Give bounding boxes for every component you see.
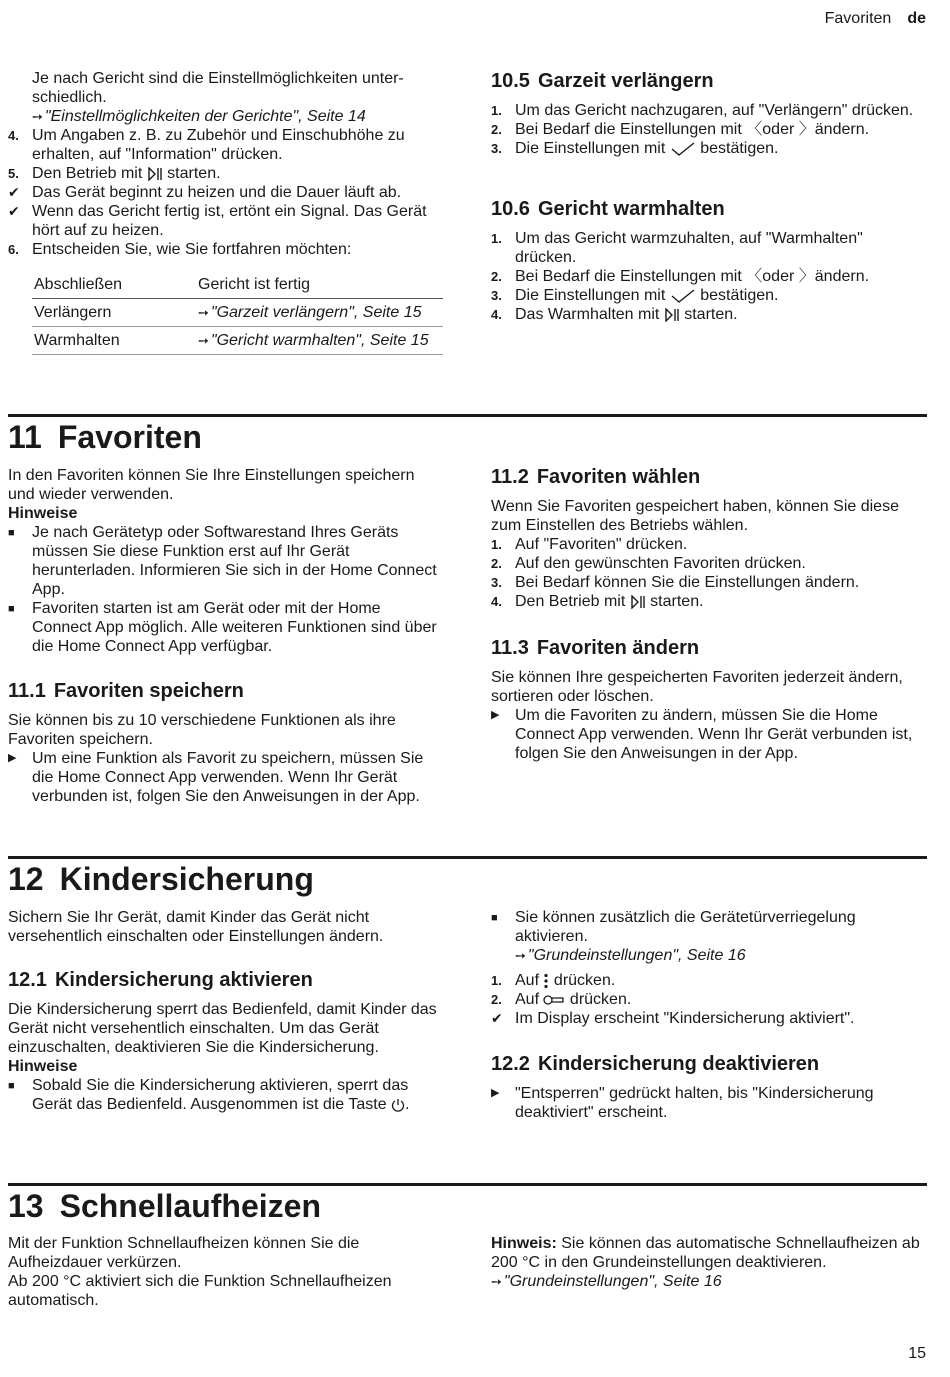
section-11-body (8, 466, 444, 656)
table-row (32, 327, 443, 355)
arrow-icon: ➙ (32, 109, 43, 124)
list-item (491, 101, 927, 120)
section-intro: In den Favoriten können Sie Ihre Einstellungen speichern und wieder verwenden. (8, 467, 415, 503)
step-text: starten. (650, 593, 704, 610)
section-11-3 (491, 636, 927, 763)
section-10-6 (491, 197, 927, 324)
section-divider (8, 1183, 927, 1186)
step-mark: 2. (491, 992, 502, 1007)
hinweise-label: Hinweise (8, 1058, 78, 1075)
table-row (32, 299, 443, 327)
table-cell-label: Verlängern (34, 304, 112, 321)
bullet-icon: ■ (8, 1080, 15, 1092)
section-number: 10.5 (491, 70, 530, 92)
step-text: bestätigen. (700, 287, 779, 304)
step-mark: 4. (8, 128, 19, 143)
intro-block (8, 69, 444, 259)
note-text: Sie können zusätzlich die Gerätetürverriegelung aktivieren. (515, 909, 856, 945)
table-header-cell: Gericht ist fertig (196, 271, 443, 299)
step-mark: 5. (8, 166, 19, 181)
page-header (825, 10, 926, 28)
section-title: Favoriten ändern (536, 637, 700, 659)
step-text: drücken. (569, 991, 632, 1008)
note-item (8, 599, 444, 656)
step-text: Im Display erscheint "Kindersicherung aktiviert". (515, 1010, 855, 1027)
action-text: Um die Favoriten zu ändern, müssen Sie die Home Connect App verwenden. Wenn Ihr Gerät verbunden ist, folgen Sie den Anweisungen in der App. (515, 707, 913, 762)
step-text: Bei Bedarf die Einstellungen mit (515, 268, 742, 285)
step-text: Den Betrieb mit (32, 165, 143, 182)
options-table (32, 271, 443, 355)
start-pause-icon (147, 167, 163, 181)
arrow-icon: ➙ (491, 1274, 502, 1289)
step-text: ändern. (814, 268, 870, 285)
section-13-note (491, 1234, 927, 1291)
section-text: Sie können bis zu 10 verschiedene Funktionen als ihre Favoriten speichern. (8, 712, 396, 748)
step-text: Bei Bedarf können Sie die Einstellungen ändern. (515, 574, 860, 591)
check-icon: ✔ (491, 1010, 503, 1026)
step-mark: 4. (491, 307, 502, 322)
step-text: oder (762, 268, 795, 285)
section-12-body (8, 908, 444, 946)
chevron-right-icon: 〉 (798, 268, 815, 285)
list-item (491, 286, 927, 305)
bullet-icon: ■ (8, 527, 15, 539)
step-text: starten. (167, 165, 221, 182)
bullet-icon: ■ (8, 603, 15, 615)
arrow-icon: ➙ (198, 305, 209, 320)
step-mark: 3. (491, 288, 502, 303)
step-mark: 2. (491, 269, 502, 284)
intro-step-5 (8, 164, 444, 183)
hinweise-label: Hinweise (8, 505, 78, 522)
step-text: Um Angaben z. B. zu Zubehör und Einschubhöhe zu erhalten, auf "Information" drücken. (32, 127, 405, 163)
section-heading (491, 197, 927, 221)
chapter-heading-11 (8, 419, 202, 455)
step-mark: 4. (491, 594, 502, 609)
list-item (491, 971, 927, 990)
step-text: Auf "Favoriten" drücken. (515, 536, 688, 553)
chapter-title: Schnellaufheizen (59, 1188, 321, 1224)
table-cell-ref[interactable] (196, 327, 443, 355)
step-text: Um das Gericht nachzugaren, auf "Verlängern" drücken. (515, 102, 914, 119)
section-heading (491, 69, 927, 93)
step-text: starten. (684, 306, 738, 323)
intro-line-2: schiedlich. (32, 89, 107, 106)
power-icon (391, 1098, 405, 1112)
step-text: drücken. (553, 972, 616, 989)
intro-step-6 (8, 240, 444, 259)
section-number: 12.1 (8, 969, 47, 991)
section-12-2 (491, 1052, 927, 1122)
section-11-2 (491, 465, 927, 611)
intro-ref-text: "Einstellmöglichkeiten der Gerichte", Seite 14 (44, 108, 366, 125)
chapter-number: 13 (8, 1188, 44, 1224)
chevron-right-icon: 〉 (798, 121, 815, 138)
section-13-body (8, 1234, 444, 1310)
check-icon: ✔ (8, 203, 20, 219)
section-title: Kindersicherung deaktivieren (537, 1053, 820, 1075)
ref-text: "Gericht warmhalten", Seite 15 (210, 332, 429, 349)
hinweis-label: Hinweis: (491, 1235, 557, 1252)
list-item (491, 592, 927, 611)
section-heading (491, 465, 927, 489)
section-title: Gericht warmhalten (537, 198, 725, 220)
step-text: Bei Bedarf die Einstellungen mit (515, 121, 742, 138)
section-number: 12.2 (491, 1053, 530, 1075)
arrow-icon: ➙ (198, 333, 209, 348)
section-12-1 (8, 968, 444, 1114)
step-mark: 1. (491, 231, 502, 246)
list-item (491, 267, 927, 286)
section-number: 10.6 (491, 198, 530, 220)
chapter-title: Kindersicherung (59, 861, 314, 897)
section-number: 11.3 (491, 637, 529, 659)
step-text: Auf (515, 972, 540, 989)
section-title: Favoriten speichern (53, 680, 244, 702)
list-item (491, 305, 927, 324)
ref-text: "Grundeinstellungen", Seite 16 (503, 1273, 722, 1290)
step-text: oder (762, 121, 795, 138)
ref-text: "Grundeinstellungen", Seite 16 (527, 947, 746, 964)
section-title: Favoriten wählen (536, 466, 701, 488)
action-text: Um eine Funktion als Favorit zu speichern, müssen Sie die Home Connect App verwenden. Wenn Ihr Gerät verbunden ist, folgen Sie den Anweisungen in der App. (32, 750, 424, 805)
table-cell-ref[interactable] (196, 299, 443, 327)
step-text: Entscheiden Sie, wie Sie fortfahren möchten: (32, 241, 352, 258)
table-header-row (32, 271, 443, 299)
list-item (491, 554, 927, 573)
table-header-cell: Abschließen (32, 271, 196, 299)
list-item (491, 535, 927, 554)
action-triangle-icon: ▶ (491, 1087, 500, 1099)
step-text: Wenn das Gericht fertig ist, ertönt ein Signal. Das Gerät hört auf zu heizen. (32, 203, 427, 239)
hinweis-paragraph (491, 1234, 927, 1272)
action-triangle-icon: ▶ (491, 709, 500, 721)
section-number: 11.1 (8, 680, 46, 702)
start-pause-icon (664, 308, 680, 322)
step-mark: 3. (491, 141, 502, 156)
note-text: Je nach Gerätetyp oder Softwarestand Ihres Geräts müssen Sie diese Funktion erst auf Ihr Gerät herunterladen. Informieren Sie sich in der Home Connect App. (32, 524, 437, 598)
ref-text: "Garzeit verlängern", Seite 15 (210, 304, 422, 321)
intro-step-4 (8, 126, 444, 164)
result-item (491, 1009, 927, 1028)
note-ref[interactable] (515, 947, 746, 964)
step-mark: 1. (491, 973, 502, 988)
step-text: Den Betrieb mit (515, 593, 626, 610)
more-dots-icon (543, 973, 549, 989)
step-mark: 1. (491, 537, 502, 552)
start-pause-icon (630, 595, 646, 609)
section-text: Die Kindersicherung sperrt das Bedienfeld, damit Kinder das Gerät nicht versehentlich einschalten. Um das Gerät einzuschalten, deaktivieren Sie die Kindersicherung. (8, 1001, 437, 1056)
action-triangle-icon: ▶ (8, 752, 17, 764)
hinweis-ref[interactable] (491, 1272, 927, 1291)
table-cell-label: Warmhalten (34, 332, 120, 349)
chevron-left-icon: 〈 (746, 268, 763, 285)
step-text: Auf (515, 991, 540, 1008)
note-text: . (405, 1096, 410, 1113)
section-number: 11.2 (491, 466, 529, 488)
section-text: Ab 200 °C aktiviert sich die Funktion Schnellaufheizen automatisch. (8, 1273, 392, 1309)
chapter-title: Favoriten (57, 419, 202, 455)
note-text: Sobald Sie die Kindersicherung aktivieren, sperrt das Gerät das Bedienfeld. Ausgenommen ist die Taste (32, 1077, 409, 1113)
list-item (491, 990, 927, 1009)
action-item (491, 1084, 927, 1122)
page-number: 15 (908, 1345, 926, 1362)
section-heading (8, 968, 444, 992)
list-item (491, 120, 927, 139)
section-heading (491, 636, 927, 660)
confirm-check-icon (670, 289, 696, 303)
section-10-5 (491, 69, 927, 158)
action-item (8, 749, 444, 806)
step-text: Auf den gewünschten Favoriten drücken. (515, 555, 806, 572)
chapter-heading-12 (8, 861, 314, 897)
chapter-number: 11 (8, 419, 42, 455)
step-text: ändern. (814, 121, 870, 138)
note-item (8, 1076, 444, 1114)
step-text: Das Warmhalten mit (515, 306, 660, 323)
list-item (491, 139, 927, 158)
step-text: Die Einstellungen mit (515, 140, 666, 157)
section-heading (8, 679, 444, 703)
list-item (491, 573, 927, 592)
section-divider (8, 414, 927, 417)
note-text: Favoriten starten ist am Gerät oder mit der Home Connect App möglich. Alle weiteren Funktionen sind über die Home Connect App verfügbar. (32, 600, 437, 655)
arrow-icon: ➙ (515, 948, 526, 963)
options-table-wrap (32, 271, 443, 355)
intro-line-1: Je nach Gericht sind die Einstellmöglichkeiten unter- (32, 70, 404, 87)
header-section: Favoriten (824, 10, 892, 27)
section-11-1 (8, 679, 444, 806)
section-text: Sie können Ihre gespeicherten Favoriten jederzeit ändern, sortieren oder löschen. (491, 669, 903, 705)
step-mark: 1. (491, 103, 502, 118)
note-item (491, 908, 927, 965)
step-mark: 6. (8, 242, 19, 257)
step-text: bestätigen. (700, 140, 779, 157)
header-lang: de (907, 10, 926, 27)
chapter-number: 12 (8, 861, 44, 897)
check-icon: ✔ (8, 184, 20, 200)
intro-result-1 (8, 183, 444, 202)
section-intro: Sichern Sie Ihr Gerät, damit Kinder das Gerät nicht versehentlich einschalten oder Einstellungen ändern. (8, 909, 384, 945)
action-text: "Entsperren" gedrückt halten, bis "Kindersicherung deaktiviert" erscheint. (515, 1085, 874, 1121)
note-item (8, 523, 444, 599)
intro-result-2 (8, 202, 444, 240)
section-12-1-cont (491, 908, 927, 1028)
section-title: Garzeit verlängern (537, 70, 714, 92)
chapter-heading-13 (8, 1188, 321, 1224)
step-text: Um das Gericht warmzuhalten, auf "Warmhalten" drücken. (515, 230, 863, 266)
intro-ref[interactable] (32, 107, 444, 126)
list-item (491, 229, 927, 267)
section-text: Mit der Funktion Schnellaufheizen können Sie die Aufheizdauer verkürzen. (8, 1235, 360, 1271)
action-item (491, 706, 927, 763)
chevron-left-icon: 〈 (746, 121, 763, 138)
step-mark: 3. (491, 575, 502, 590)
step-text: Die Einstellungen mit (515, 287, 666, 304)
section-heading (491, 1052, 927, 1076)
bullet-icon: ■ (491, 912, 498, 924)
child-lock-key-icon (543, 994, 565, 1006)
section-title: Kindersicherung aktivieren (54, 969, 313, 991)
step-mark: 2. (491, 556, 502, 571)
hinweis-text: Sie können das automatische Schnellaufheizen ab 200 °C in den Grundeinstellungen deaktivieren. (491, 1235, 920, 1271)
section-divider (8, 856, 927, 859)
step-mark: 2. (491, 122, 502, 137)
section-text: Wenn Sie Favoriten gespeichert haben, können Sie diese zum Einstellen des Betriebs wählen. (491, 498, 899, 534)
confirm-check-icon (670, 142, 696, 156)
step-text: Das Gerät beginnt zu heizen und die Dauer läuft ab. (32, 184, 402, 201)
